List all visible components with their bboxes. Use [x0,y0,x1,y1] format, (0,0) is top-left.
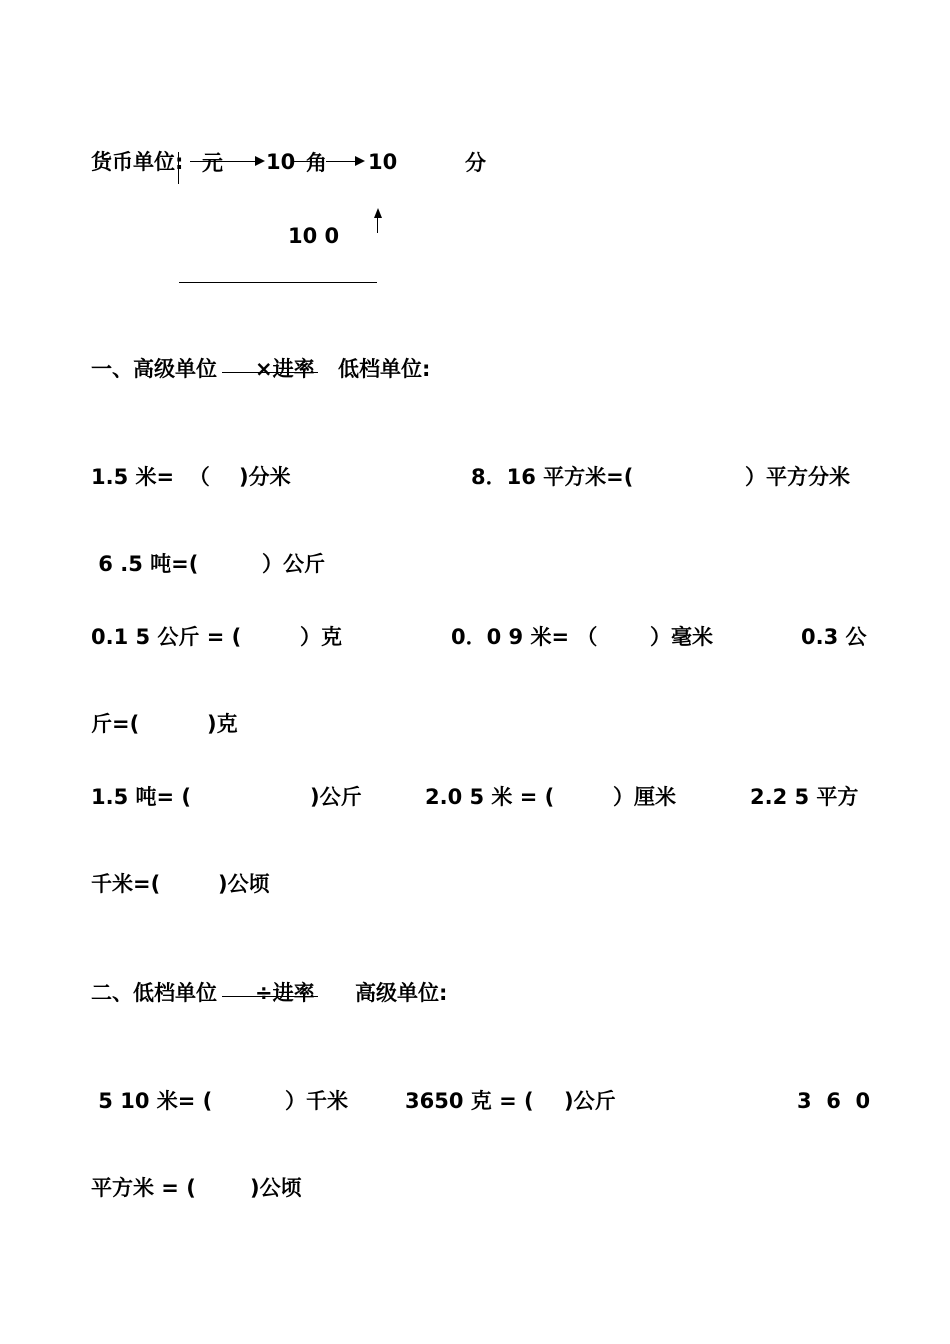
currency-divider [178,152,179,184]
s1-row2-b: ）公斤 [262,552,325,576]
currency-jiao: 角 [306,151,327,175]
currency-rate-3: 10 0 [288,224,340,248]
currency-rate-1: 10 [266,150,296,174]
s2-row2-a: 平方米 = ( [91,1176,196,1200]
s2-row1-c: 3650 克 = ( [405,1089,534,1113]
s1-row4-a: 斤=( [91,712,140,736]
s1-row5-d: ）厘米 [613,785,676,809]
s2-row1-a: 5 10 米= ( [91,1089,213,1113]
s1-row3-a: 0.1 5 公斤 = ( [91,625,242,649]
section1-heading-left: 一、高级单位 [91,357,217,381]
s1-row5-c: 2.0 5 米 = ( [425,785,555,809]
s1-row3-c: 0．0 9 米= （ [451,625,598,649]
s1-row5-b: )公斤 [310,785,362,809]
s2-row1-b: ）千米 [285,1089,348,1113]
s1-row1-a: 1.5 米= （ )分米 [91,465,291,489]
arrow-line-1 [190,161,256,162]
section2-operator: ÷进率 [255,981,315,1005]
section1-operator: ×进率 [255,357,315,381]
currency-yuan: 元 [202,151,223,175]
s1-row4-b: )克 [207,712,238,736]
arrow-up-icon [374,208,382,218]
currency-underline [179,282,377,283]
currency-fen: 分 [465,151,486,175]
s1-row5-e: 2.2 5 平方 [750,785,859,809]
s1-row5-a: 1.5 吨= ( [91,785,192,809]
currency-label: 货币单位: [91,150,184,174]
arrow-line-2b [326,161,356,162]
s1-row1-c: ）平方分米 [745,465,850,489]
s2-row1-e: 3 6 0 [797,1089,871,1113]
s1-row3-b: ）克 [300,625,342,649]
s2-row2-b: )公顷 [250,1176,302,1200]
s1-row6-a: 千米=( [91,872,161,896]
arrow-up-line [377,216,378,233]
section2-heading-left: 二、低档单位 [91,981,217,1005]
s2-row1-d: )公斤 [564,1089,616,1113]
section1-heading-right: 低档单位: [338,357,431,381]
arrow-right-icon [255,156,265,166]
arrow-right-icon [355,156,365,166]
s1-row3-d: ）毫米 [650,625,713,649]
s1-row1-b: 8．16 平方米=( [471,465,634,489]
s1-row6-b: )公顷 [218,872,270,896]
s1-row3-e: 0.3 公 [801,625,867,649]
currency-rate-2: 10 [368,150,398,174]
s1-row2-a: 6 .5 吨=( [91,552,199,576]
section2-heading-right: 高级单位: [355,981,448,1005]
